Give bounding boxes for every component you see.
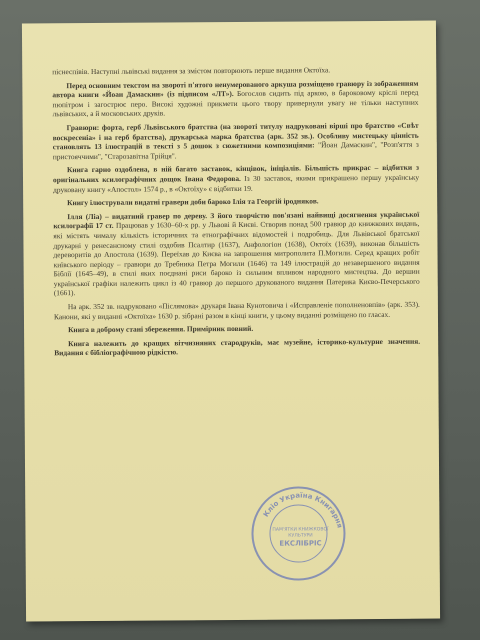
paragraph xyxy=(53,121,419,162)
paragraph-text: "Йоан Дамаскин", "Розп'яття з пристояччими", "Старозавітна Трійця". xyxy=(52,139,419,161)
stamp-line: КУЛЬТУРИ xyxy=(288,533,313,539)
paragraph xyxy=(53,209,420,298)
paragraph-text: піснеспівів. Наступні львівські видання за змістом повторюють перше видання Октоїха. xyxy=(52,65,331,77)
document-page xyxy=(22,21,440,622)
paragraph-bold-lead: Книга гарно оздоблена, в ній багато заставок, кінцівок, ініціалів. Більшість прикрас – відбитки з оригінальних ксилографічних дощок Івана Федорова. xyxy=(52,163,419,185)
paragraph xyxy=(53,196,419,208)
paragraph-bold-lead: Книга в доброму стані збереження. Примірник повний. xyxy=(68,324,254,335)
document-body xyxy=(52,65,420,363)
paragraph-text: Працював у 1630–60-х рр. у Львові й Києві. Створив понад 500 гравюр до книжкових видань, які містять чималу кількість історичних та етнографічних відомостей і подробиць. Для Львівської братської друкарні у ренесансному стилі оздобив Псалтир (1637), Анфологіон (1638), Октоїх (1639), виконав більшість дереворитів до Апостола (1639). Переїхав до Києва на запрошення митрополита П.Могили. Серед кращих робіт київського періоду – гравюри до Требника Петра Могили (1646) та 149 ілюстрацій до незавершеного видання Біблії (1645–49), в стилі яких поєднані риси бароко із сильним впливом народного мистецтва. До вершин української графіки належить цикл із 40 гравюр до першого друкованого видання Патерика Києво-Печерського (1661). xyxy=(53,218,420,298)
paragraph-bold-lead: Гравюри: форта, герб Львівського братства (на звороті титулу надруковані вірші про братство «Свѣт воскресеніа» і на герб братства), друкарська марка братства (арк. 352 зв.). Особливу мистецьку цінність становлять 13 ілюстрацій в тексті з 5 дошок з сюжетними композиціями: xyxy=(52,120,419,152)
paragraph xyxy=(52,78,418,119)
paragraph xyxy=(54,300,420,322)
stamp-outer-text: Кліо Україна Книгарня xyxy=(261,491,344,529)
stamp-seal xyxy=(251,486,346,581)
paragraph xyxy=(52,65,418,77)
paragraph xyxy=(53,163,419,194)
paragraph-bold-lead: Перед основним текстом на звороті п'ятого ненумерованого аркуша розміщено гравюру із зображенням автора книги «Йоан Дамаскин» (із підписом «ЛТ»). xyxy=(52,78,419,100)
paragraph-bold-lead: Книгу ілюстрували видатні гравери доби бароко Ілія та Георгій іродняков. xyxy=(67,196,319,208)
paragraph-text: На арк. 352 зв. надруковано «Післямова» друкаря Івана Кунотовича і «Исправленіе пополненовпів» (арк. 353). Канони, які у виданні «Октоїха» 1630 р. зібрані разом в кінці книги, у цьому виданні розміщено по гласах. xyxy=(53,299,420,321)
stamp-ex-libris: ЕКСЛІБРІС xyxy=(279,539,322,548)
paragraph xyxy=(54,323,420,335)
stamp-line: ПАМ'ЯТКИ КНИЖКОВОЇ xyxy=(272,527,329,533)
paragraph-text: Із 30 заставок, якими прикрашено першу українську друковану книгу «Апостол» 1574 р., в «Октоїху» є відбитки 19. xyxy=(53,172,420,194)
paragraph xyxy=(54,337,420,359)
stamp-text-graphic xyxy=(253,488,348,583)
paragraph-text: Богослов сидить під аркою, в бароковому кріслі перед пюпітром і загострює перо. Високі художні прикмети цього твору привернули увагу не тільки наступних львівських, а й московських друків. xyxy=(52,87,419,119)
paragraph-bold-lead: Ілля (Ліа) – видатний гравер по дереву. З його творчістю пов'язані найвищі досягнення української ксилографії 17 ст. xyxy=(53,209,420,231)
paragraph-bold-lead: Книга належить до кращих вітчизняних стародруків, має музейне, історико-культурне значення. Видання є бібліографічною рідкістю. xyxy=(54,336,421,358)
